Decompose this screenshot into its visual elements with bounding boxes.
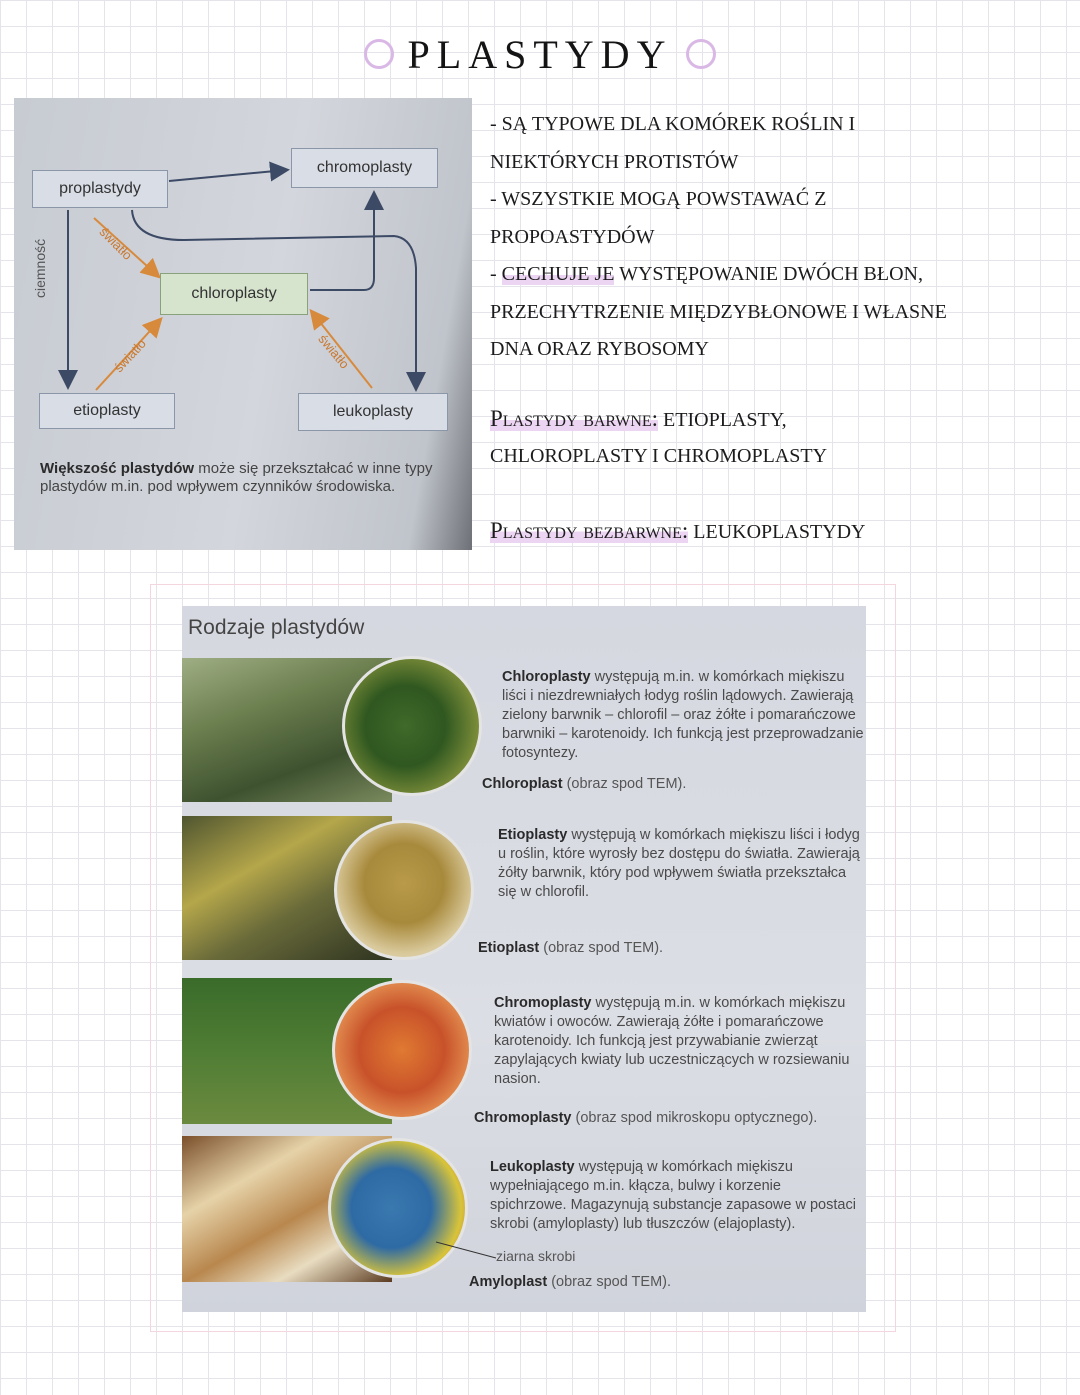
type-row-leukoplasty	[182, 1136, 866, 1312]
note-line-4: PROPOASTYDÓW	[490, 225, 655, 248]
barwne-rest: ETIOPLASTY,	[658, 409, 787, 431]
barwne-heading: Plastydy barwne:	[490, 406, 659, 431]
chloroplast-caption-rest: (obraz spod TEM).	[562, 776, 687, 792]
colorless-plastids-note	[490, 512, 865, 550]
plastid-transformation-diagram	[14, 98, 472, 550]
plastid-types-panel	[182, 606, 866, 1312]
chloroplasty-name: Chloroplasty	[502, 669, 591, 685]
etioplasty-name: Etioplasty	[498, 827, 568, 843]
note-dash: -	[490, 263, 502, 285]
types-title: Rodzaje plastydów	[188, 616, 365, 639]
note-line-2: NIEKTÓRYCH PROTISTÓW	[490, 150, 739, 173]
starch-annotation: ziarna skrobi	[496, 1248, 576, 1264]
leukoplasty-desc-text: występują w komórkach miękiszu wypełniającego m.in. kłącza, bulwy i korzenie spichrzowe. Magazynują substancje zapasowe w postaci skrobi (amyloplasty) lub tłuszczów (elajoplasty).	[490, 1159, 856, 1232]
box-proplastydy: proplastydy	[32, 170, 168, 208]
box-leukoplasty: leukoplasty	[298, 393, 448, 431]
colored-plastids-note	[490, 400, 827, 475]
amyloplast-caption-name: Amyloplast	[469, 1274, 548, 1290]
label-ciemnosc: ciemność	[32, 238, 48, 298]
amyloplast-caption	[469, 1274, 671, 1290]
chloroplast-micrograph	[342, 656, 482, 796]
title-bar	[0, 26, 1080, 82]
etioplast-micrograph	[334, 820, 474, 960]
leukoplasty-name: Leukoplasty	[490, 1159, 575, 1175]
note-line-3: - WSZYSTKIE MOGĄ POWSTAWAĆ Z	[490, 188, 827, 210]
chloroplast-caption	[482, 776, 686, 792]
barwne-line-2: CHLOROPLASTY I CHROMOPLASTY	[490, 444, 828, 467]
etioplast-caption-rest: (obraz spod TEM).	[539, 940, 664, 956]
page-title: PLASTYDY	[407, 31, 673, 77]
decorative-circle-right-icon	[686, 39, 716, 69]
chromoplast-micrograph	[332, 980, 472, 1120]
leukoplasty-description	[490, 1158, 860, 1234]
note-line-5-rest: WYSTĘPOWANIE DWÓCH BŁON,	[614, 263, 923, 285]
chloroplasty-desc-text: występują m.in. w komórkach miękiszu liści i niezdrewniałych łodyg roślin lądowych. Zawierają zielony barwnik – chlorofil – oraz żółte i pomarańczowe barwniki – karotenoidy. Ich funkcją jest przeprowadzanie fotosyntezy.	[502, 669, 864, 761]
note-line-1: - SĄ TYPOWE DLA KOMÓREK ROŚLIN I	[490, 113, 856, 135]
label-swiatlo-2: światło	[110, 335, 149, 376]
chloroplasty-description	[502, 668, 866, 763]
note-line-5	[490, 256, 947, 294]
box-chloroplasty: chloroplasty	[160, 273, 308, 315]
annotation-line	[432, 1236, 502, 1266]
etioplasty-description	[498, 826, 866, 902]
notes-block	[490, 106, 947, 369]
box-chromoplasty: chromoplasty	[291, 148, 438, 188]
caption-text: może się przekształcać w inne typy plastydów m.in. pod wpływem czynników środowiska.	[40, 460, 433, 495]
caption-bold: Większość plastydów	[40, 460, 195, 477]
note-highlight: CECHUJE JE	[501, 263, 615, 285]
etioplast-caption	[478, 940, 663, 956]
chromoplast-caption	[474, 1110, 817, 1126]
amyloplast-caption-rest: (obraz spod TEM).	[547, 1274, 672, 1290]
note-line-6: PRZECHYTRZENIE MIĘDZYBŁONOWE I WŁASNE	[490, 300, 947, 323]
etioplast-caption-name: Etioplast	[478, 940, 540, 956]
chloroplast-caption-name: Chloroplast	[482, 776, 563, 792]
type-row-etioplasty	[182, 816, 866, 966]
box-etioplasty: etioplasty	[39, 393, 175, 429]
chromoplast-caption-name: Chromoplasty	[474, 1110, 572, 1126]
chromoplasty-description	[494, 994, 864, 1089]
bezbarwne-rest: LEUKOPLASTYDY	[688, 521, 866, 543]
label-swiatlo-3: światło	[315, 331, 353, 372]
chromoplast-caption-rest: (obraz spod mikroskopu optycznego).	[571, 1110, 818, 1126]
bezbarwne-heading: Plastydy bezbarwne:	[490, 518, 689, 543]
note-line-7: DNA ORAZ RYBOSOMY	[490, 338, 709, 360]
chromoplasty-name: Chromoplasty	[494, 995, 592, 1011]
chromoplasty-desc-text: występują m.in. w komórkach miękiszu kwiatów i owoców. Zawierają żółte i pomarańczowe karotenoidy. Ich funkcją jest przywabianie zwierząt zapylających kwiaty lub uczestniczących w rozsiewaniu nasion.	[494, 995, 850, 1087]
diagram-caption	[40, 460, 450, 496]
etioplasty-desc-text: występują w komórkach miękiszu liści i łodyg u roślin, które wyrosły bez dostępu do światła. Zawierają żółty barwnik, który pod wpływem światła przekształca się w chlorofil.	[498, 827, 860, 900]
bezbarwne-line	[490, 512, 865, 550]
barwne-line-1	[490, 400, 827, 438]
decorative-circle-left-icon	[364, 39, 394, 69]
label-swiatlo-1: światło	[96, 224, 136, 263]
type-row-chloroplasty	[182, 656, 866, 806]
type-row-chromoplasty	[182, 976, 866, 1136]
